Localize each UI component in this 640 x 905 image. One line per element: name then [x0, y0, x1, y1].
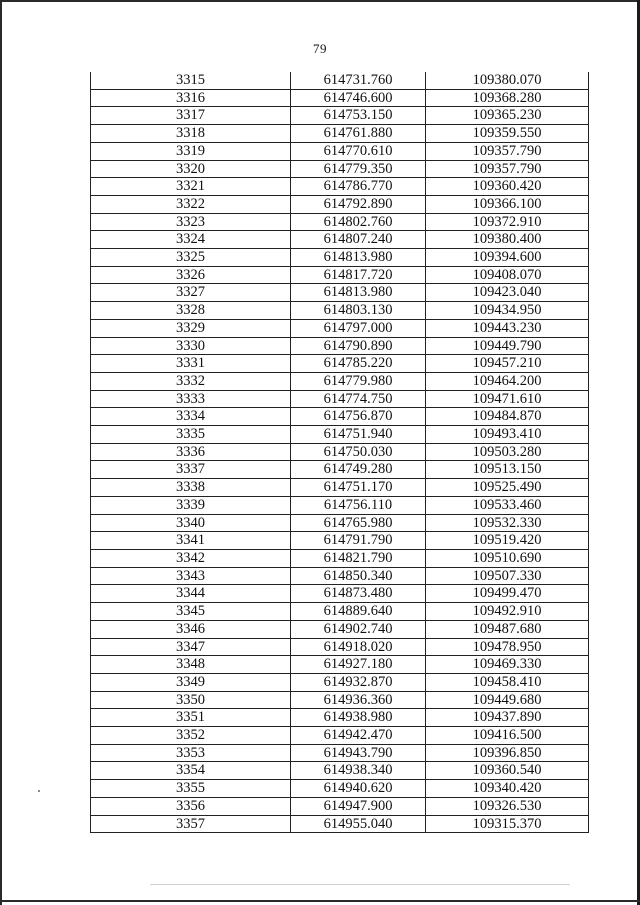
- point-number-cell: 3351: [91, 709, 291, 727]
- point-number-cell: 3324: [91, 231, 291, 249]
- point-number-cell: 3346: [91, 620, 291, 638]
- table-row: [91, 797, 589, 815]
- point-number-cell: 3338: [91, 479, 291, 497]
- y-coordinate-cell: 109408.070: [426, 266, 589, 284]
- y-coordinate-cell: 109423.040: [426, 284, 589, 302]
- table-row: [91, 461, 589, 479]
- point-number-cell: 3353: [91, 744, 291, 762]
- table-row: [91, 514, 589, 532]
- y-coordinate-cell: 109449.680: [426, 691, 589, 709]
- x-coordinate-cell: 614940.620: [291, 780, 426, 798]
- coordinates-table-body: [91, 72, 589, 833]
- point-number-cell: 3339: [91, 496, 291, 514]
- x-coordinate-cell: 614797.000: [291, 319, 426, 337]
- x-coordinate-cell: 614817.720: [291, 266, 426, 284]
- x-coordinate-cell: 614753.150: [291, 107, 426, 125]
- table-row: [91, 532, 589, 550]
- point-number-cell: 3349: [91, 673, 291, 691]
- page-edge-bottom: [0, 900, 640, 902]
- y-coordinate-cell: 109492.910: [426, 603, 589, 621]
- x-coordinate-cell: 614943.790: [291, 744, 426, 762]
- page-edge-top: [0, 0, 640, 2]
- x-coordinate-cell: 614938.340: [291, 762, 426, 780]
- x-coordinate-cell: 614731.760: [291, 72, 426, 89]
- table-row: [91, 762, 589, 780]
- x-coordinate-cell: 614746.600: [291, 89, 426, 107]
- point-number-cell: 3316: [91, 89, 291, 107]
- scan-speck: [38, 790, 40, 792]
- x-coordinate-cell: 614779.980: [291, 372, 426, 390]
- table-row: [91, 107, 589, 125]
- x-coordinate-cell: 614850.340: [291, 567, 426, 585]
- y-coordinate-cell: 109434.950: [426, 302, 589, 320]
- point-number-cell: 3344: [91, 585, 291, 603]
- point-number-cell: 3323: [91, 213, 291, 231]
- point-number-cell: 3348: [91, 656, 291, 674]
- point-number-cell: 3342: [91, 549, 291, 567]
- table-row: [91, 549, 589, 567]
- y-coordinate-cell: 109437.890: [426, 709, 589, 727]
- y-coordinate-cell: 109365.230: [426, 107, 589, 125]
- table-row: [91, 319, 589, 337]
- y-coordinate-cell: 109478.950: [426, 638, 589, 656]
- y-coordinate-cell: 109507.330: [426, 567, 589, 585]
- x-coordinate-cell: 614813.980: [291, 249, 426, 267]
- point-number-cell: 3329: [91, 319, 291, 337]
- table-row: [91, 638, 589, 656]
- point-number-cell: 3347: [91, 638, 291, 656]
- x-coordinate-cell: 614751.940: [291, 426, 426, 444]
- y-coordinate-cell: 109510.690: [426, 549, 589, 567]
- y-coordinate-cell: 109357.790: [426, 142, 589, 160]
- point-number-cell: 3341: [91, 532, 291, 550]
- table-row: [91, 620, 589, 638]
- x-coordinate-cell: 614749.280: [291, 461, 426, 479]
- y-coordinate-cell: 109513.150: [426, 461, 589, 479]
- point-number-cell: 3354: [91, 762, 291, 780]
- point-number-cell: 3355: [91, 780, 291, 798]
- table-row: [91, 408, 589, 426]
- table-row: [91, 266, 589, 284]
- table-row: [91, 337, 589, 355]
- x-coordinate-cell: 614750.030: [291, 443, 426, 461]
- point-number-cell: 3357: [91, 815, 291, 833]
- y-coordinate-cell: 109469.330: [426, 656, 589, 674]
- table-row: [91, 302, 589, 320]
- point-number-cell: 3322: [91, 195, 291, 213]
- x-coordinate-cell: 614761.880: [291, 125, 426, 143]
- point-number-cell: 3345: [91, 603, 291, 621]
- page-edge-left: [0, 0, 2, 905]
- point-number-cell: 3321: [91, 178, 291, 196]
- y-coordinate-cell: 109396.850: [426, 744, 589, 762]
- table-row: [91, 443, 589, 461]
- table-row: [91, 673, 589, 691]
- x-coordinate-cell: 614756.870: [291, 408, 426, 426]
- point-number-cell: 3350: [91, 691, 291, 709]
- point-number-cell: 3333: [91, 390, 291, 408]
- point-number-cell: 3356: [91, 797, 291, 815]
- table-row: [91, 160, 589, 178]
- y-coordinate-cell: 109443.230: [426, 319, 589, 337]
- x-coordinate-cell: 614791.790: [291, 532, 426, 550]
- y-coordinate-cell: 109471.610: [426, 390, 589, 408]
- x-coordinate-cell: 614813.980: [291, 284, 426, 302]
- y-coordinate-cell: 109532.330: [426, 514, 589, 532]
- x-coordinate-cell: 614774.750: [291, 390, 426, 408]
- y-coordinate-cell: 109493.410: [426, 426, 589, 444]
- table-row: [91, 709, 589, 727]
- x-coordinate-cell: 614790.890: [291, 337, 426, 355]
- y-coordinate-cell: 109357.790: [426, 160, 589, 178]
- point-number-cell: 3315: [91, 72, 291, 89]
- table-row: [91, 656, 589, 674]
- x-coordinate-cell: 614938.980: [291, 709, 426, 727]
- coordinates-table: [90, 72, 589, 833]
- table-row: [91, 249, 589, 267]
- table-row: [91, 780, 589, 798]
- point-number-cell: 3336: [91, 443, 291, 461]
- point-number-cell: 3337: [91, 461, 291, 479]
- table-row: [91, 372, 589, 390]
- y-coordinate-cell: 109533.460: [426, 496, 589, 514]
- table-row: [91, 744, 589, 762]
- y-coordinate-cell: 109360.420: [426, 178, 589, 196]
- x-coordinate-cell: 614873.480: [291, 585, 426, 603]
- point-number-cell: 3319: [91, 142, 291, 160]
- y-coordinate-cell: 109458.410: [426, 673, 589, 691]
- table-row: [91, 390, 589, 408]
- y-coordinate-cell: 109340.420: [426, 780, 589, 798]
- table-row: [91, 89, 589, 107]
- table-row: [91, 355, 589, 373]
- x-coordinate-cell: 614807.240: [291, 231, 426, 249]
- x-coordinate-cell: 614779.350: [291, 160, 426, 178]
- point-number-cell: 3318: [91, 125, 291, 143]
- y-coordinate-cell: 109457.210: [426, 355, 589, 373]
- x-coordinate-cell: 614947.900: [291, 797, 426, 815]
- point-number-cell: 3317: [91, 107, 291, 125]
- y-coordinate-cell: 109449.790: [426, 337, 589, 355]
- table-row: [91, 213, 589, 231]
- point-number-cell: 3330: [91, 337, 291, 355]
- table-row: [91, 72, 589, 89]
- y-coordinate-cell: 109525.490: [426, 479, 589, 497]
- y-coordinate-cell: 109484.870: [426, 408, 589, 426]
- x-coordinate-cell: 614756.110: [291, 496, 426, 514]
- point-number-cell: 3331: [91, 355, 291, 373]
- scan-line: [150, 884, 570, 885]
- point-number-cell: 3327: [91, 284, 291, 302]
- x-coordinate-cell: 614955.040: [291, 815, 426, 833]
- y-coordinate-cell: 109416.500: [426, 727, 589, 745]
- table-row: [91, 195, 589, 213]
- x-coordinate-cell: 614932.870: [291, 673, 426, 691]
- y-coordinate-cell: 109372.910: [426, 213, 589, 231]
- y-coordinate-cell: 109359.550: [426, 125, 589, 143]
- table-row: [91, 479, 589, 497]
- table-row: [91, 727, 589, 745]
- y-coordinate-cell: 109380.400: [426, 231, 589, 249]
- table-row: [91, 691, 589, 709]
- x-coordinate-cell: 614902.740: [291, 620, 426, 638]
- table-row: [91, 496, 589, 514]
- x-coordinate-cell: 614918.020: [291, 638, 426, 656]
- y-coordinate-cell: 109487.680: [426, 620, 589, 638]
- x-coordinate-cell: 614936.360: [291, 691, 426, 709]
- table-row: [91, 231, 589, 249]
- x-coordinate-cell: 614803.130: [291, 302, 426, 320]
- y-coordinate-cell: 109464.200: [426, 372, 589, 390]
- page-number: 79: [313, 41, 327, 56]
- point-number-cell: 3343: [91, 567, 291, 585]
- y-coordinate-cell: 109499.470: [426, 585, 589, 603]
- table-row: [91, 567, 589, 585]
- x-coordinate-cell: 614765.980: [291, 514, 426, 532]
- x-coordinate-cell: 614802.760: [291, 213, 426, 231]
- x-coordinate-cell: 614786.770: [291, 178, 426, 196]
- point-number-cell: 3340: [91, 514, 291, 532]
- y-coordinate-cell: 109503.280: [426, 443, 589, 461]
- y-coordinate-cell: 109519.420: [426, 532, 589, 550]
- table-row: [91, 284, 589, 302]
- y-coordinate-cell: 109368.280: [426, 89, 589, 107]
- table-row: [91, 815, 589, 833]
- y-coordinate-cell: 109394.600: [426, 249, 589, 267]
- point-number-cell: 3326: [91, 266, 291, 284]
- y-coordinate-cell: 109326.530: [426, 797, 589, 815]
- table-row: [91, 585, 589, 603]
- x-coordinate-cell: 614942.470: [291, 727, 426, 745]
- x-coordinate-cell: 614785.220: [291, 355, 426, 373]
- x-coordinate-cell: 614927.180: [291, 656, 426, 674]
- x-coordinate-cell: 614821.790: [291, 549, 426, 567]
- y-coordinate-cell: 109380.070: [426, 72, 589, 89]
- point-number-cell: 3335: [91, 426, 291, 444]
- table-row: [91, 426, 589, 444]
- x-coordinate-cell: 614770.610: [291, 142, 426, 160]
- x-coordinate-cell: 614792.890: [291, 195, 426, 213]
- table-row: [91, 125, 589, 143]
- x-coordinate-cell: 614889.640: [291, 603, 426, 621]
- x-coordinate-cell: 614751.170: [291, 479, 426, 497]
- y-coordinate-cell: 109360.540: [426, 762, 589, 780]
- table-row: [91, 178, 589, 196]
- y-coordinate-cell: 109366.100: [426, 195, 589, 213]
- point-number-cell: 3332: [91, 372, 291, 390]
- table-row: [91, 142, 589, 160]
- point-number-cell: 3328: [91, 302, 291, 320]
- point-number-cell: 3334: [91, 408, 291, 426]
- y-coordinate-cell: 109315.370: [426, 815, 589, 833]
- point-number-cell: 3352: [91, 727, 291, 745]
- point-number-cell: 3320: [91, 160, 291, 178]
- table-row: [91, 603, 589, 621]
- point-number-cell: 3325: [91, 249, 291, 267]
